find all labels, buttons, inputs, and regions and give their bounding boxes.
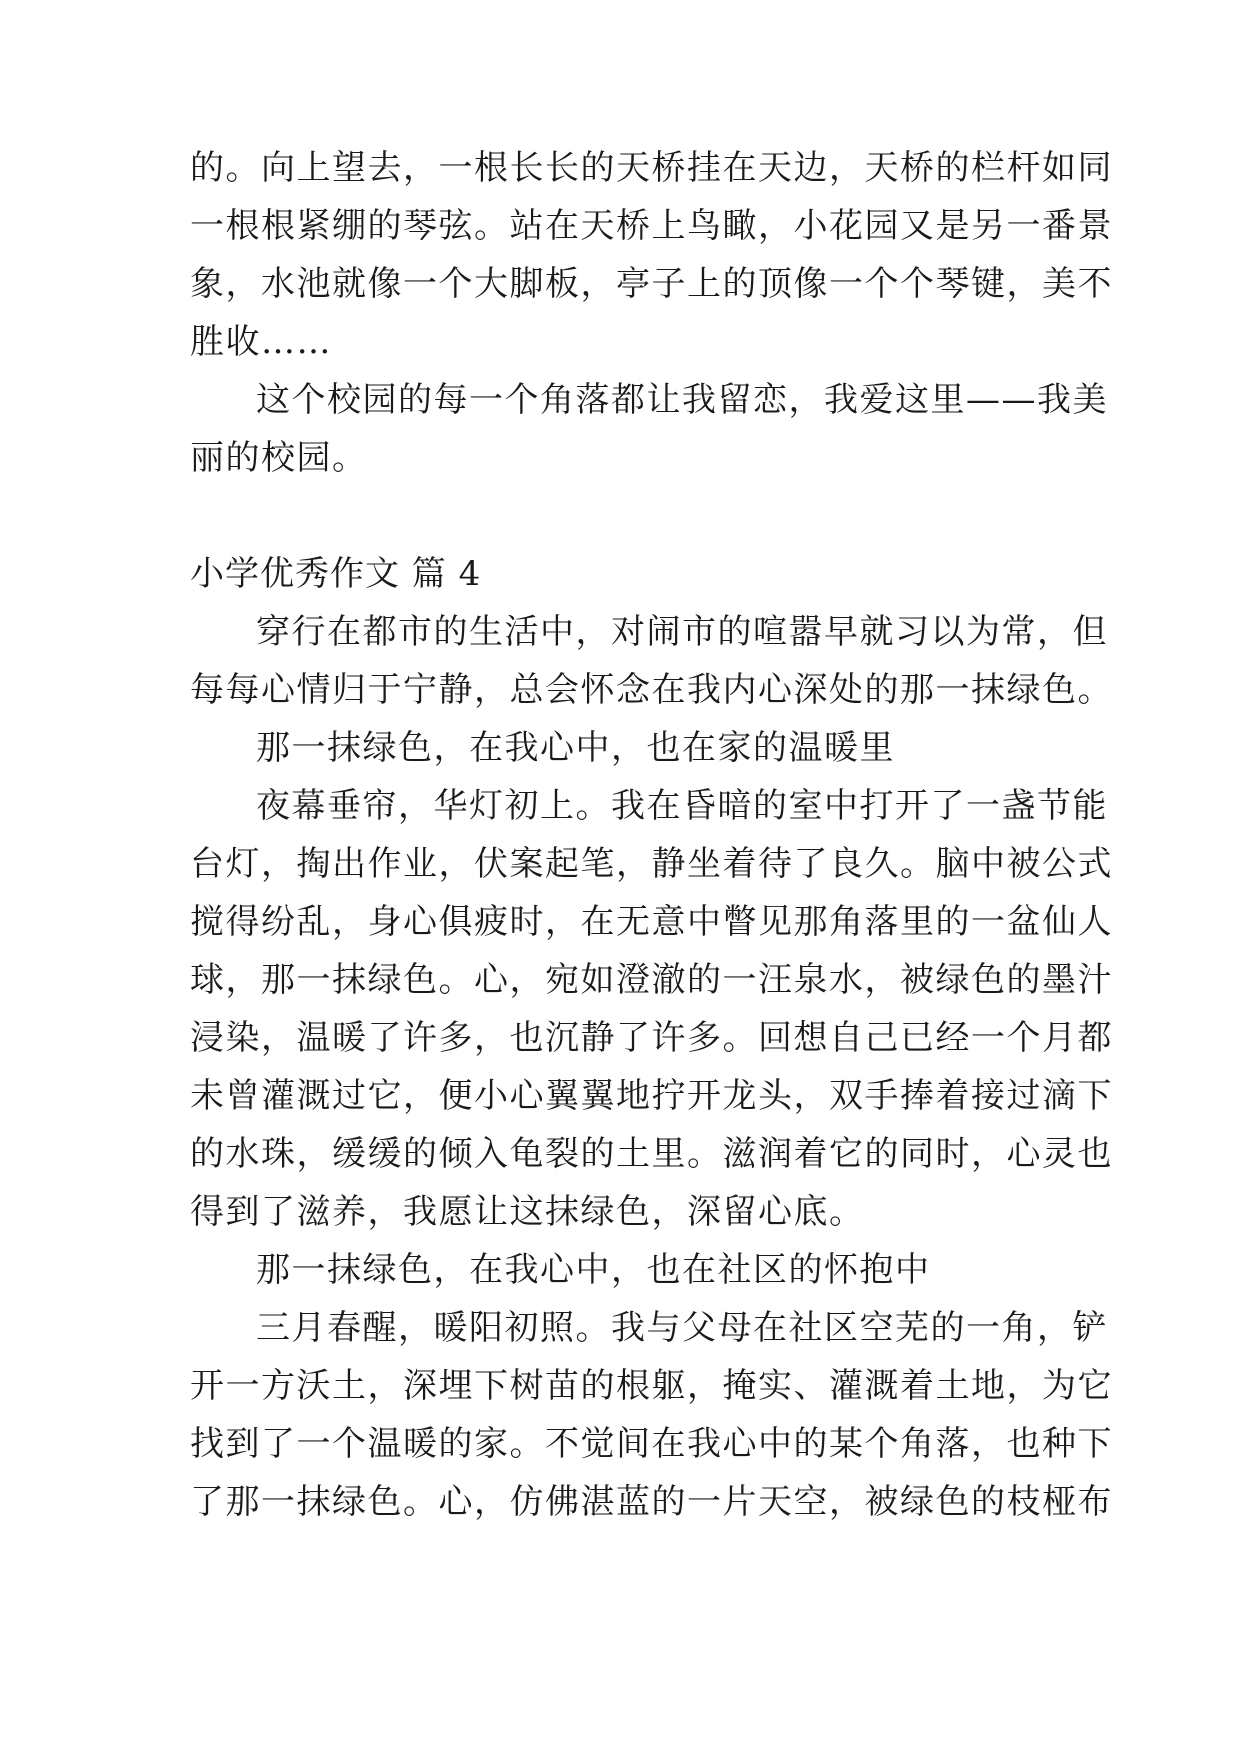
paragraph-line: 那一抹绿色，在我心中，也在社区的怀抱中 (256, 1250, 931, 1290)
paragraph-line: 那一抹绿色，在我心中，也在家的温暖里 (256, 728, 895, 768)
paragraph-line: 象，水池就像一个大脚板，亭子上的顶像一个个琴键，美不 (190, 264, 1113, 304)
paragraph-line: 这个校园的每一个角落都让我留恋，我爱这里——我美 (256, 380, 1108, 420)
paragraph-line: 了那一抹绿色。心，仿佛湛蓝的一片天空，被绿色的枝桠布 (190, 1482, 1113, 1522)
paragraph-line: 一根根紧绷的琴弦。站在天桥上鸟瞰，小花园又是另一番景 (190, 206, 1113, 246)
paragraph-line: 夜幕垂帘，华灯初上。我在昏暗的室中打开了一盏节能 (256, 786, 1108, 826)
section-heading: 小学优秀作文 篇 4 (190, 554, 482, 594)
paragraph-line: 浸染，温暖了许多，也沉静了许多。回想自己已经一个月都 (190, 1018, 1113, 1058)
paragraph-line: 得到了滋养，我愿让这抹绿色，深留心底。 (190, 1192, 865, 1232)
paragraph-line: 丽的校园。 (190, 438, 368, 478)
paragraph-line: 的。向上望去，一根长长的天桥挂在天边，天桥的栏杆如同 (190, 148, 1113, 188)
paragraph-line: 穿行在都市的生活中，对闹市的喧嚣早就习以为常，但 (256, 612, 1108, 652)
paragraph-line: 台灯，掏出作业，伏案起笔，静坐着待了良久。脑中被公式 (190, 844, 1113, 884)
paragraph-line: 胜收…… (190, 322, 332, 362)
paragraph-line: 三月春醒，暖阳初照。我与父母在社区空芜的一角，铲 (256, 1308, 1108, 1348)
paragraph-line: 球，那一抹绿色。心，宛如澄澈的一汪泉水，被绿色的墨汁 (190, 960, 1113, 1000)
paragraph-line: 开一方沃土，深埋下树苗的根躯，掩实、灌溉着土地，为它 (190, 1366, 1113, 1406)
paragraph-line: 找到了一个温暖的家。不觉间在我心中的某个角落，也种下 (190, 1424, 1113, 1464)
paragraph-line: 未曾灌溉过它，便小心翼翼地拧开龙头，双手捧着接过滴下 (190, 1076, 1113, 1116)
paragraph-line: 的水珠，缓缓的倾入龟裂的土里。滋润着它的同时，心灵也 (190, 1134, 1113, 1174)
paragraph-line: 每每心情归于宁静，总会怀念在我内心深处的那一抹绿色。 (190, 670, 1113, 710)
paragraph-line: 搅得纷乱，身心俱疲时，在无意中瞥见那角落里的一盆仙人 (190, 902, 1113, 942)
